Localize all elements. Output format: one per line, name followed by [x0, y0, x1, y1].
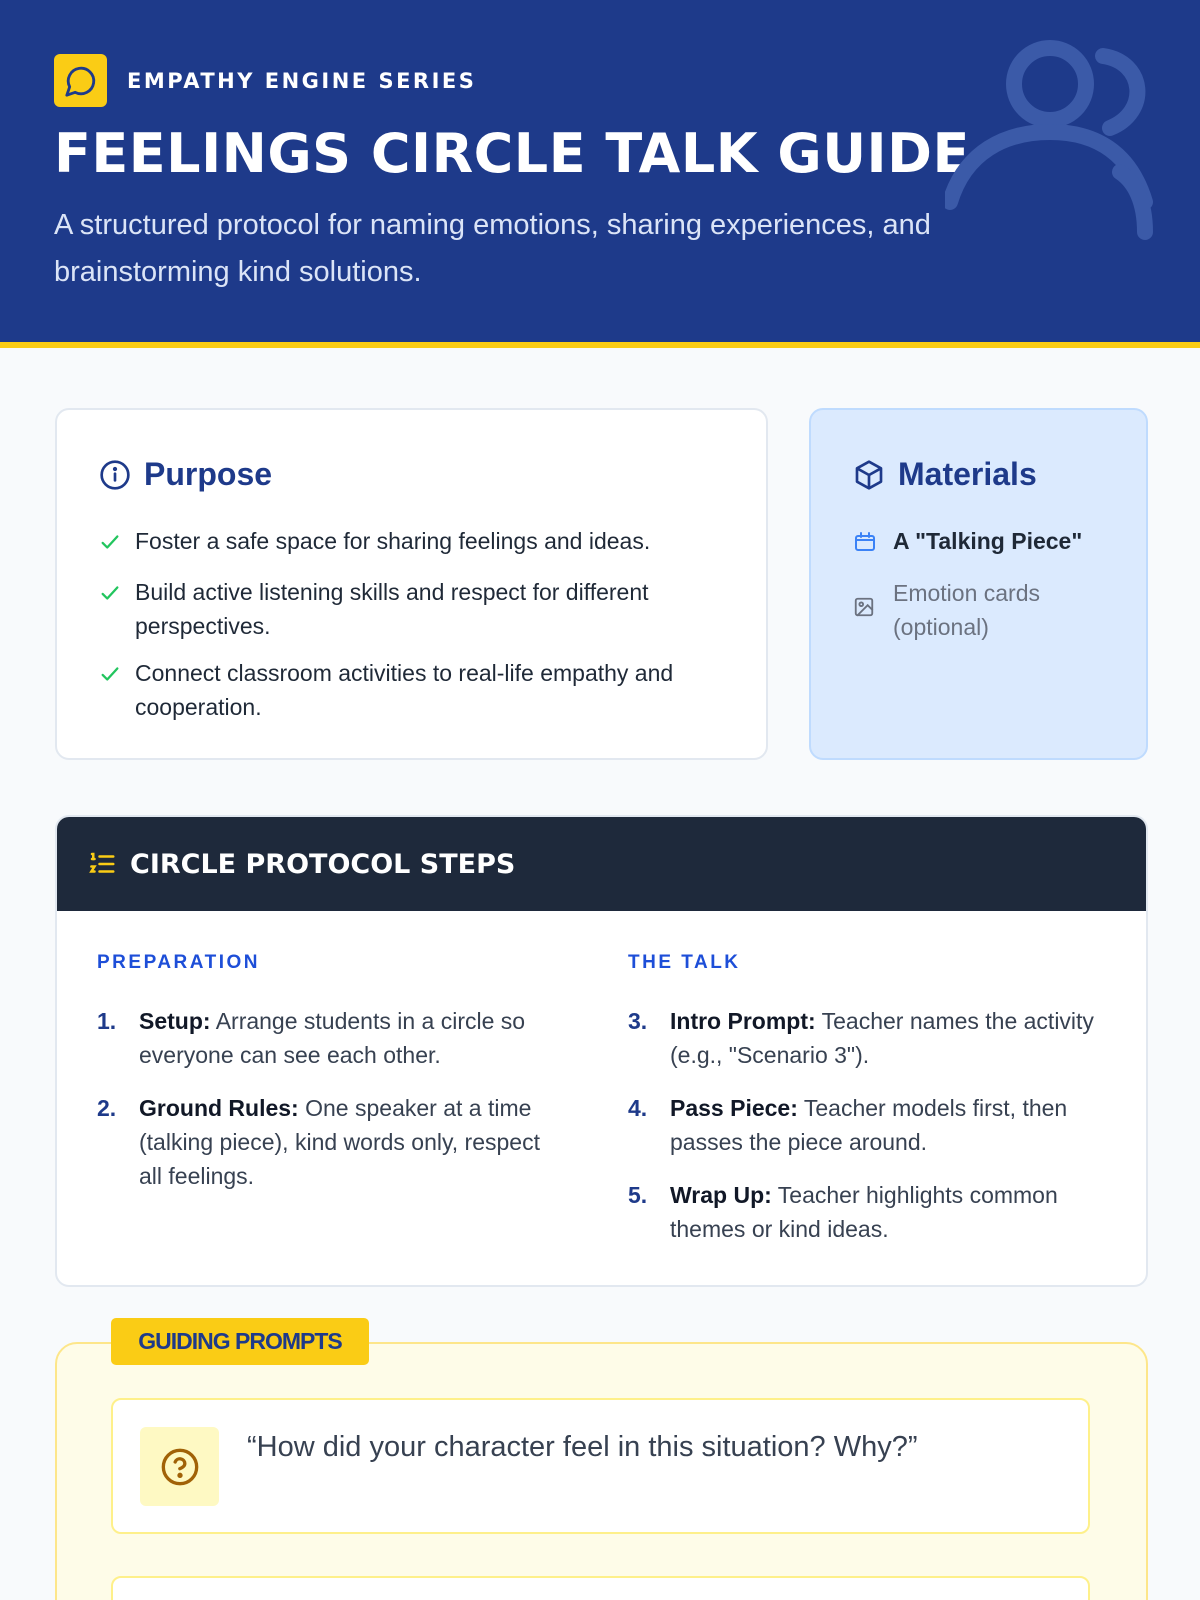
calendar-icon: [853, 524, 893, 563]
header-banner: [0, 0, 1200, 348]
list-item: [99, 575, 739, 643]
prompt-card: [111, 1576, 1090, 1600]
step-text: [670, 1004, 1098, 1072]
preparation-column: [97, 952, 567, 1212]
step-title: Intro Prompt:: [670, 1008, 816, 1034]
protocol-card: [55, 815, 1148, 1287]
list-item: [99, 656, 739, 724]
material-label: A "Talking Piece": [893, 528, 1083, 554]
step-text: [670, 1178, 1098, 1246]
purpose-list: [99, 524, 739, 737]
step-title: Wrap Up:: [670, 1182, 772, 1208]
purpose-item-text: Foster a safe space for sharing feelings and ideas.: [135, 528, 651, 554]
step-title: Ground Rules:: [139, 1095, 299, 1121]
purpose-item-text: Build active listening skills and respect for different perspectives.: [135, 579, 649, 639]
materials-card: [809, 408, 1148, 760]
numbered-list-icon: [87, 849, 117, 879]
step-desc: Arrange students in a circle so everyone can see each other.: [139, 1008, 526, 1068]
step-number: 5.: [628, 1182, 648, 1208]
materials-list: [853, 524, 1133, 657]
talk-label: THE TALK: [628, 952, 741, 973]
materials-title: Materials: [898, 456, 1037, 492]
check-icon: [99, 524, 135, 562]
series-label: EMPATHY ENGINE SERIES: [127, 68, 477, 93]
page-subtitle: A structured protocol for naming emotions, sharing experiences, and brainstorming kind solutions.: [54, 209, 931, 288]
step-text: [139, 1004, 567, 1072]
step-number: 1.: [97, 1008, 117, 1034]
check-icon: [99, 575, 135, 613]
chat-bubble-icon: [54, 54, 107, 107]
list-item: [853, 524, 1133, 563]
question-icon: [140, 1427, 219, 1506]
step-item: [97, 1091, 567, 1193]
list-item: [99, 524, 739, 562]
step-item: [97, 1004, 567, 1072]
purpose-card: [55, 408, 768, 760]
image-icon: [853, 576, 893, 627]
step-text: [139, 1091, 567, 1193]
purpose-item-text: Connect classroom activities to real-life empathy and cooperation.: [135, 660, 674, 720]
step-number: 4.: [628, 1095, 648, 1121]
guiding-prompts-badge: GUIDING PROMPTS: [111, 1318, 369, 1365]
check-icon: [99, 656, 135, 694]
prompt-text: “How did your character feel in this situation? Why?”: [247, 1431, 918, 1463]
list-item: [853, 576, 1133, 644]
step-desc: One speaker at a time (talking piece), kind words only, respect all feelings.: [139, 1095, 540, 1189]
series-row: [54, 54, 476, 107]
step-desc: Teacher names the activity (e.g., "Scenario 3").: [670, 1008, 1094, 1068]
page-title: FEELINGS CIRCLE TALK GUIDE: [54, 122, 970, 185]
preparation-label: PREPARATION: [97, 952, 260, 973]
protocol-header: [57, 817, 1146, 911]
protocol-title: CIRCLE PROTOCOL STEPS: [130, 848, 516, 880]
purpose-title: Purpose: [144, 456, 273, 492]
people-icon: [945, 32, 1165, 242]
step-desc: Teacher models first, then passes the piece around.: [670, 1095, 1068, 1155]
box-icon: [853, 459, 885, 491]
materials-header: [853, 456, 1037, 493]
step-item: [628, 1091, 1098, 1159]
step-title: Pass Piece:: [670, 1095, 798, 1121]
step-text: [670, 1091, 1098, 1159]
talk-column: [628, 952, 1098, 1265]
material-label: Emotion cards (optional): [893, 580, 1041, 640]
step-title: Setup:: [139, 1008, 211, 1034]
purpose-header: [99, 456, 272, 493]
prompt-card: [111, 1398, 1090, 1534]
info-icon: [99, 459, 131, 491]
step-number: 3.: [628, 1008, 648, 1034]
step-desc: Teacher highlights common themes or kind ideas.: [670, 1182, 1058, 1242]
step-item: [628, 1004, 1098, 1072]
step-number: 2.: [97, 1095, 117, 1121]
step-item: [628, 1178, 1098, 1246]
